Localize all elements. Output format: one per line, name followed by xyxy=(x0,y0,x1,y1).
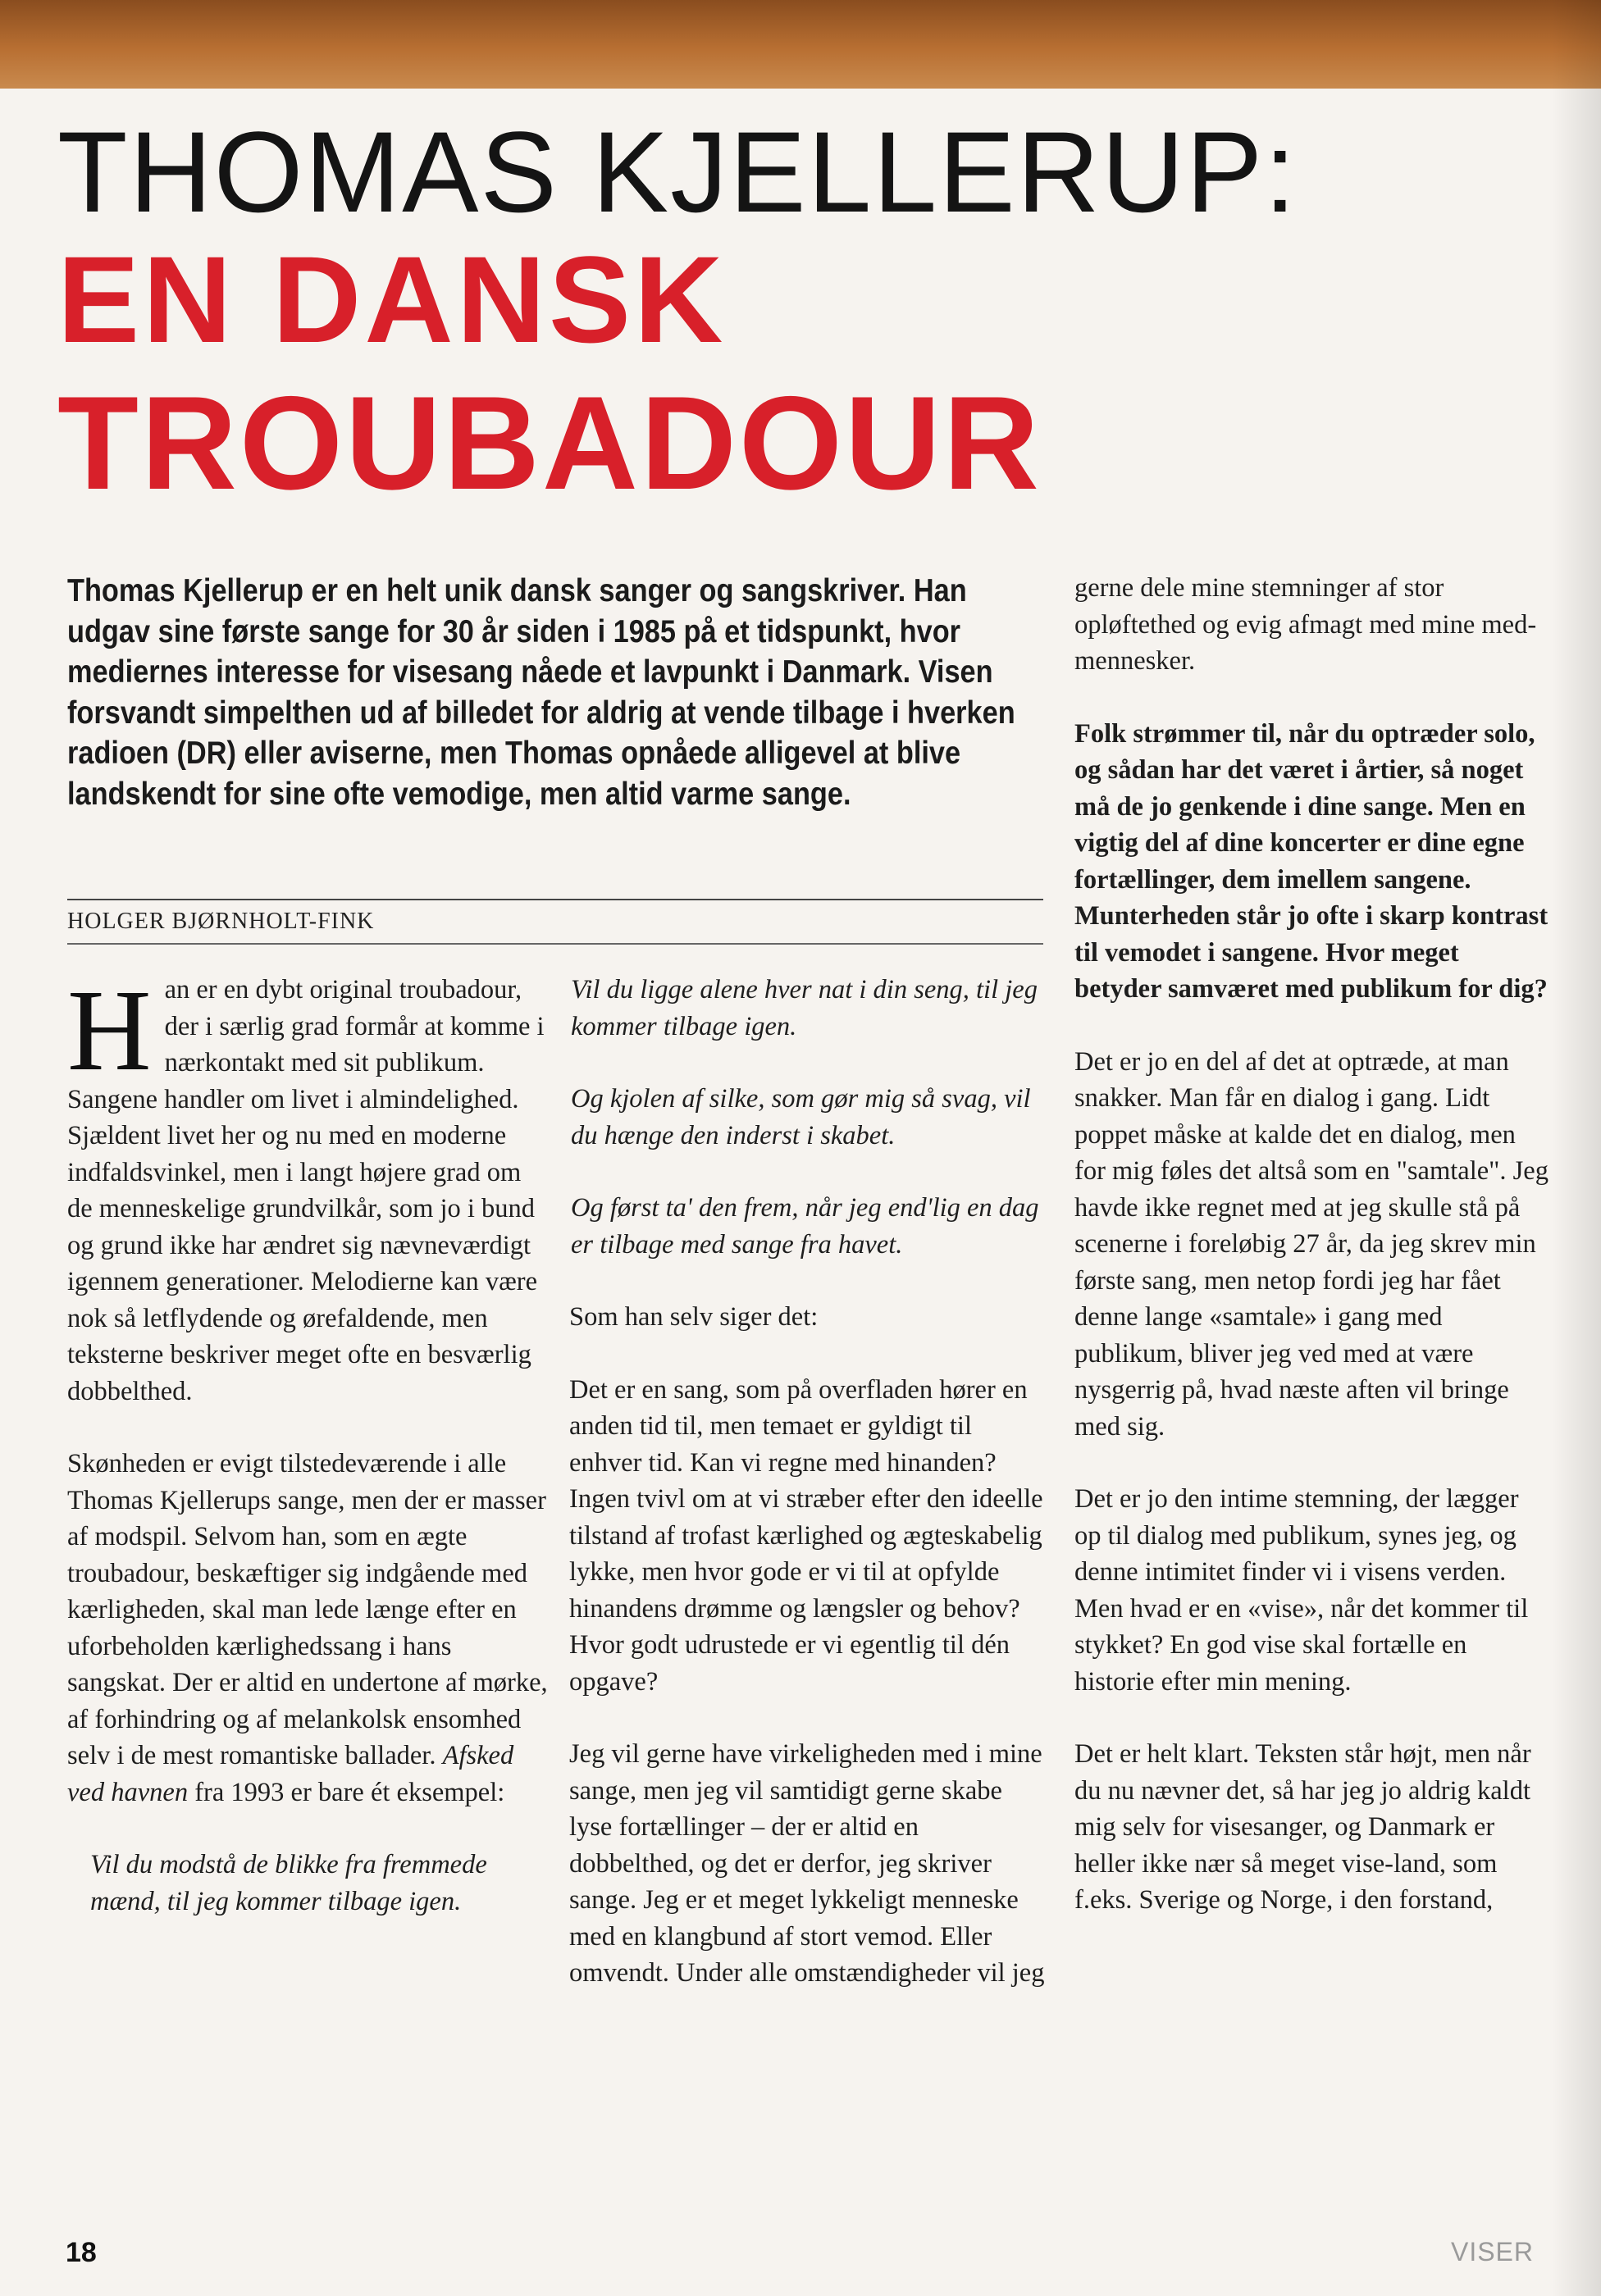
opening-text: an er en dybt original troubadour, der i særlig grad formår at komme i nærkontakt med sit publikum. Sangene handler om livet i almindelighed. Sjældent livet her og nu med en moderne indfaldsvinkel, men i langt højere grad om de menneskelige grundvilkår, som jo i bund og grund ikke har ændret sig nævneværdigt igennem generationer. Melodierne kan være nok så letflydende og ørefaldende, men teksterne beskriver meget ofte en besværlig dobbelthed. xyxy=(67,975,545,1406)
body-text: fra 1993 er bare ét eksempel: xyxy=(188,1777,505,1807)
author-byline: HOLGER BJØRNHOLT-FINK xyxy=(67,909,375,934)
interview-question: Folk strømmer til, når du optræder solo, og sådan har det været i årtier, så noget må de jo genkende i dine sange. Men en vigtig del af dine koncerter er dine egne fortællinger, dem imellem sangene. Munterheden står jo ofte i skarp kontrast til vemodet i sangene. Hvor meget betyder samværet med publikum for dig? xyxy=(1074,718,1549,1004)
article-column-1 xyxy=(67,965,553,1956)
lyric-quote: Vil du modstå de blikke fra fremmede mænd, til jeg kommer tilbage igen. xyxy=(90,1850,487,1916)
song-title: Afsked ved havnen xyxy=(67,1741,514,1807)
lyric-quote: Og først ta' den frem, når jeg end'lig en dag er tilbage med sange fra havet. xyxy=(571,1193,1039,1260)
body-paragraph: Det er jo den intime stemning, der lægger op til dialog med publikum, synes jeg, og denne intimitet finder vi i visens verden. Men hvad er en «vise», når det kommer til stykket? En god vise skal fortælle en historie efter min mening. xyxy=(1074,1484,1529,1697)
body-paragraph: Som han selv siger det: xyxy=(569,1302,819,1332)
body-text: Skønheden er evigt tilstedeværende i alle Thomas Kjellerups sange, men der er masser af modspil. Selvom han, som en ægte troubadour, beskæftiger sig indgående med kærligheden, skal man lede længe efter en uforbeholden kærlighedssang i hans sangskat. Der er altid en undertone af mørke, af forhindring og af melankolsk ensomhed selv i de mest romantiske ballader. xyxy=(67,1449,548,1770)
page-number: 18 xyxy=(66,2237,97,2268)
body-paragraph: Jeg vil gerne have virkeligheden med i mine sange, men jeg vil samtidigt gerne skabe lyse fortællinger – der er altid en dobbelthed, og det er derfor, jeg skriver sange. Jeg er et meget lykkeligt menneske med en klangbund af stort vemod. Eller omvendt. Under alle omstændigheder vil jeg xyxy=(569,1739,1045,1988)
body-paragraph: Det er en sang, som på overfladen hører en anden tid til, men temaet er gyldigt til enhver tid. Kan vi regne med hinanden? Ingen tvivl om at vi stræber efter den ideelle tilstand af trofast kærlighed og ægteskabelig lykke, men hvor gode er vi til at opfylde hinandens drømme og længsler og behov? Hvor godt udrustede er vi egentlig til dén opgave? xyxy=(569,1374,1043,1697)
byline-rule-bottom xyxy=(67,943,1043,945)
headline-line-3: TROUBADOUR xyxy=(57,369,1042,517)
top-color-band xyxy=(0,0,1601,89)
article-column-2 xyxy=(569,972,1045,2028)
lyric-quote: Og kjolen af silke, som gør mig så svag, vil du hænge den inderst i skabet. xyxy=(571,1084,1031,1150)
drop-cap: H xyxy=(67,965,152,1095)
section-label: VISER xyxy=(1450,2237,1534,2266)
lyric-quote: Vil du ligge alene hver nat i din seng, til jeg kommer tilbage igen. xyxy=(571,975,1038,1041)
lead-paragraph: Thomas Kjellerup er en helt unik dansk sanger og sangskriver. Han udgav sine første sange for 30 år siden i 1985 på et tidspunkt, hvor mediernes interesse for visesang nåede et lavpunkt i Danmark. Visen forsvandt simpelthen ud af billedet for aldrig at vende tilbage i hverken radioen (DR) eller aviserne, men Thomas opnåede alligevel at blive landskendt for sine ofte vemodige, men altid varme sange. xyxy=(67,573,1015,812)
page-edge-shadow xyxy=(1552,0,1601,2296)
body-paragraph xyxy=(67,1446,553,1811)
headline-line-2: EN DANSK xyxy=(57,230,727,368)
article-column-3 xyxy=(1074,570,1549,1955)
body-paragraph: Det er helt klart. Teksten står højt, men når du nu nævner det, så har jeg jo aldrig kaldt mig selv for visesanger, og Danmark er heller ikke nær så meget vise-land, som f.eks. Sverige og Norge, i den forstand, xyxy=(1074,1739,1531,1915)
body-paragraph: Det er jo en del af det at optræde, at man snakker. Man får en dialog i gang. Lidt poppet måske at kalde det en dialog, men for mig føles det altså som en "samtale". Jeg havde ikke regnet med at jeg skulle stå på scenerne i foreløbig 27 år, da jeg skrev min første sang, men netop fordi jeg har fået denne lange «samtale» i gang med publikum, bliver jeg ved med at være nysgerrig på, hvad næste aften vil bringe med sig. xyxy=(1074,1046,1549,1442)
headline-line-1: THOMAS KJELLERUP: xyxy=(57,107,1298,236)
opening-paragraph xyxy=(67,965,553,1410)
byline-rule-top xyxy=(67,899,1043,900)
body-paragraph: gerne dele mine stemninger af stor opløftethed og evig afmagt med mine med-mennesker. xyxy=(1074,573,1537,676)
